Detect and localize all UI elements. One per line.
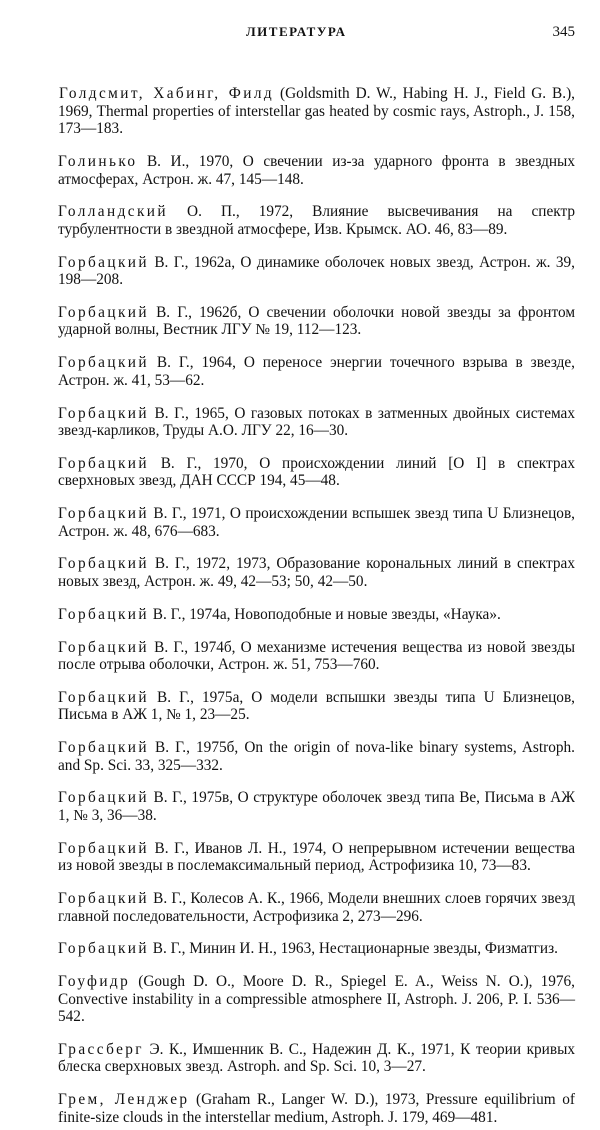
reference-entry: Грассберг Э. К., Имшенник В. С., Надежин Д. К., 1971, К теории кривых блеска сверхновых звезд. Astroph. and Sp. Sci. 10, 3—27. [58,1040,575,1076]
reference-entry: Гоуфидр (Gough D. O., Moore D. R., Spiegel E. A., Weiss N. O.), 1976, Convective instability in a compressible atmosphere II, Astroph. J. 206, P. I. 536—542. [58,973,575,1026]
reference-entry: Горбацкий В. Г., 1962а, О динамике оболочек новых звезд, Астрон. ж. 39, 198—208. [58,253,575,289]
page-number: 345 [552,24,575,40]
running-title: ЛИТЕРАТУРА [246,24,347,39]
reference-list [58,70,575,1130]
reference-entry: Горбацкий В. Г., 1970, О происхождении линий [O I] в спектрах сверхновых звезд, ДАН СССР 194, 45—48. [58,454,575,490]
reference-entry: Горбацкий В. Г., 1964, О переносе энергии точечного взрыва в звезде, Астрон. ж. 41, 53—62. [58,354,575,389]
reference-entry: Горбацкий В. Г., 1965, О газовых потоках в затменных двойных системах звезд-карликов, Труды А.О. ЛГУ 22, 16—30. [58,404,575,440]
reference-entry: Горбацкий В. Г., Колесов А. К., 1966, Модели внешних слоев горячих звезд главной последовательности, Астрофизика 2, 273—296. [58,890,575,925]
reference-entry: Голинько В. И., 1970, О свечении из-за ударного фронта в звездных атмосферах, Астрон. ж. 47, 145—148. [58,153,575,188]
reference-entry: Горбацкий В. Г., 1974а, Новоподобные и новые звезды, «Наука». [58,605,501,623]
reference-entry: Голландский О. П., 1972, Влияние высвечивания на спектр турбулентности в звездной атмосфере, Изв. Крымск. АО. 46, 83—89. [58,203,575,238]
reference-entry: Горбацкий В. Г., 1962б, О свечении оболочки новой звезды за фронтом ударной волны, Вестник ЛГУ № 19, 112—123. [58,303,575,339]
reference-entry: Горбацкий В. Г., 1975б, On the origin of nova-like binary systems, Astroph. and Sp. Sci. 33, 325—332. [58,739,575,774]
page-header [58,24,575,46]
reference-entry: Горбацкий В. Г., Иванов Л. Н., 1974, О непрерывном истечении вещества из новой звезды в послемаксимальный период, Астрофизика 10, 73—83. [58,839,575,875]
reference-entry: Голдсмит, Хабинг, Филд (Goldsmith D. W., Habing H. J., Field G. B.), 1969, Thermal properties of interstellar gas heated by cosmic rays, Astroph., J. 158, 173—183. [58,85,575,138]
reference-entry: Горбацкий В. Г., 1975в, О структуре оболочек звезд типа Ве, Письма в АЖ 1, № 3, 36—38. [58,789,575,824]
reference-entry: Горбацкий В. Г., 1971, О происхождении вспышек звезд типа U Близнецов, Астрон. ж. 48, 676—683. [58,505,575,540]
reference-entry: Горбацкий В. Г., 1975а, О модели вспышки звезды типа U Близнецов, Письма в АЖ 1, № 1, 23—25. [58,688,575,724]
reference-entry: Горбацкий В. Г., Минин И. Н., 1963, Нестационарные звезды, Физматгиз. [58,940,558,958]
reference-entry: Горбацкий В. Г., 1972, 1973, Образование корональных линий в спектрах новых звезд, Астрон. ж. 49, 42—53; 50, 42—50. [58,555,575,590]
reference-entry: Грем, Ленджер (Graham R., Langer W. D.), 1973, Pressure equilibrium of finite-size clouds in the interstellar medium, Astroph. J. 179, 469—481. [58,1091,575,1126]
reference-entry: Горбацкий В. Г., 1974б, О механизме истечения вещества из новой звезды после отрыва оболочки, Астрон. ж. 51, 753—760. [58,638,575,674]
